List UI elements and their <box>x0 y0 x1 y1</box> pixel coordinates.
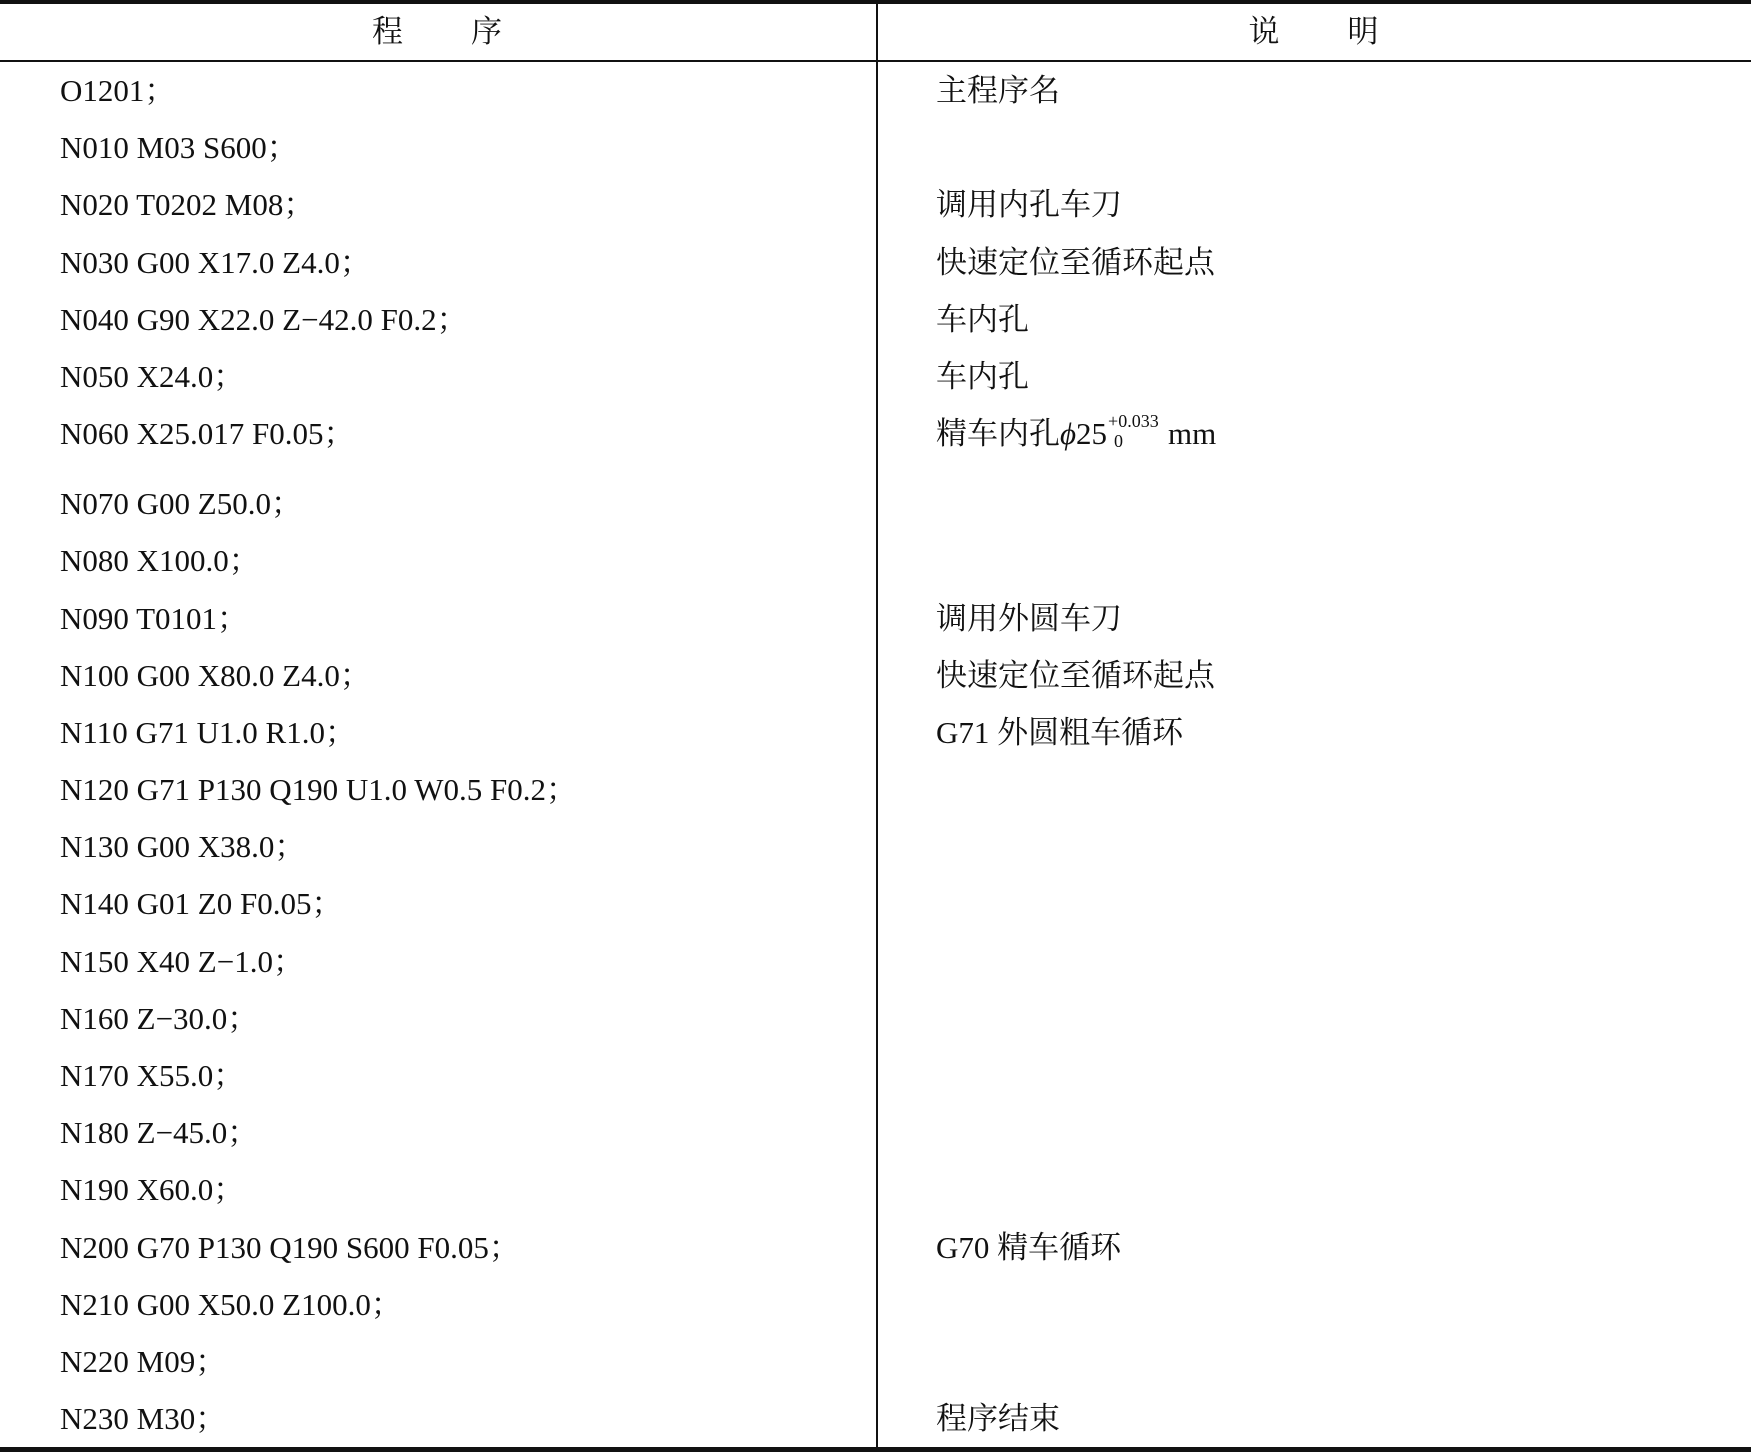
table-row <box>0 1047 1751 1104</box>
table-row <box>0 990 1751 1047</box>
table-row <box>0 761 1751 818</box>
table-row <box>0 234 1751 291</box>
header-program: 程 序 <box>372 14 504 49</box>
table-row <box>0 933 1751 990</box>
table-row <box>0 590 1751 647</box>
program-note <box>936 1333 1716 1390</box>
program-note: G71 外圆粗车循环 <box>936 714 1184 750</box>
table-row <box>0 1390 1751 1447</box>
tolerance-stack <box>1108 411 1160 457</box>
table-row <box>0 1276 1751 1333</box>
program-code: N170 X55.0； <box>60 1058 245 1093</box>
program-note <box>936 1104 1716 1161</box>
program-code: N180 Z−45.0； <box>60 1115 259 1151</box>
upper-deviation: +0.033 <box>1108 411 1159 432</box>
program-code: N010 M03 S600； <box>60 130 298 166</box>
program-note <box>936 1161 1716 1218</box>
program-code: N230 M30； <box>60 1401 227 1437</box>
table-row <box>0 875 1751 932</box>
table-row <box>0 348 1751 405</box>
program-note <box>936 119 1716 176</box>
table-row <box>0 818 1751 875</box>
note-prefix: 精车内孔 <box>936 416 1060 452</box>
program-code: N080 X100.0； <box>60 543 260 579</box>
program-note: 调用外圆车刀 <box>936 600 1122 636</box>
program-code: N030 G00 X17.0 Z4.0； <box>60 244 371 280</box>
program-note: 车内孔 <box>936 358 1029 394</box>
table-row <box>0 1161 1751 1218</box>
program-note: 车内孔 <box>936 301 1029 337</box>
lower-deviation: 0 <box>1114 431 1124 452</box>
program-code: N190 X60.0； <box>60 1172 245 1208</box>
program-code: N130 G00 X38.0； <box>60 829 306 865</box>
program-code: N160 Z−30.0； <box>60 1000 259 1036</box>
program-code: N090 T0101； <box>60 600 249 636</box>
program-note <box>936 1276 1716 1333</box>
table-row <box>0 405 1751 475</box>
program-note <box>936 875 1716 932</box>
program-note <box>936 475 1716 532</box>
table-row <box>0 176 1751 233</box>
program-code: N060 X25.017 F0.05； <box>60 416 355 452</box>
table-row <box>0 1219 1751 1276</box>
program-note: 程序结束 <box>936 1401 1060 1437</box>
program-code: N020 T0202 M08； <box>60 187 315 223</box>
program-note: 快速定位至循环起点 <box>936 657 1215 693</box>
program-code: N210 G00 X50.0 Z100.0； <box>60 1286 402 1322</box>
program-note <box>936 818 1716 875</box>
program-code: N110 G71 U1.0 R1.0； <box>60 714 356 750</box>
unit-label: mm <box>1168 416 1217 452</box>
table-row <box>0 119 1751 176</box>
program-note <box>936 990 1716 1047</box>
program-note: 快速定位至循环起点 <box>936 244 1215 280</box>
program-note <box>936 532 1716 589</box>
program-code: N070 G00 Z50.0； <box>60 486 302 522</box>
table-body <box>0 62 1751 1447</box>
program-code: N100 G00 X80.0 Z4.0； <box>60 657 371 693</box>
program-note <box>936 1047 1716 1104</box>
table-row <box>0 647 1751 704</box>
program-code: N040 G90 X22.0 Z−42.0 F0.2； <box>60 301 468 337</box>
program-code: N140 G01 Z0 F0.05； <box>60 886 343 922</box>
table-row <box>0 475 1751 532</box>
table-row <box>0 1333 1751 1390</box>
program-code: N200 G70 P130 Q190 S600 F0.05； <box>60 1229 520 1265</box>
table-row <box>0 291 1751 348</box>
program-note-tolerance <box>936 405 1716 475</box>
program-code: N120 G71 P130 Q190 U1.0 W0.5 F0.2； <box>60 772 577 808</box>
table-row <box>0 532 1751 589</box>
program-code: N220 M09； <box>60 1343 227 1379</box>
table-row <box>0 1104 1751 1161</box>
program-code: O1201； <box>60 73 176 108</box>
header-note: 说 明 <box>1248 14 1381 49</box>
table-row <box>0 704 1751 761</box>
diameter-symbol: ϕ <box>1060 416 1077 452</box>
table-row <box>0 62 1751 119</box>
program-code: N050 X24.0； <box>60 358 245 394</box>
program-note: G70 精车循环 <box>936 1229 1122 1265</box>
program-note <box>936 761 1716 818</box>
program-note <box>936 933 1716 990</box>
program-code: N150 X40 Z−1.0； <box>60 943 304 979</box>
nominal-size: 25 <box>1076 416 1108 452</box>
program-note: 主程序名 <box>936 73 1060 108</box>
program-note: 调用内孔车刀 <box>936 187 1122 223</box>
